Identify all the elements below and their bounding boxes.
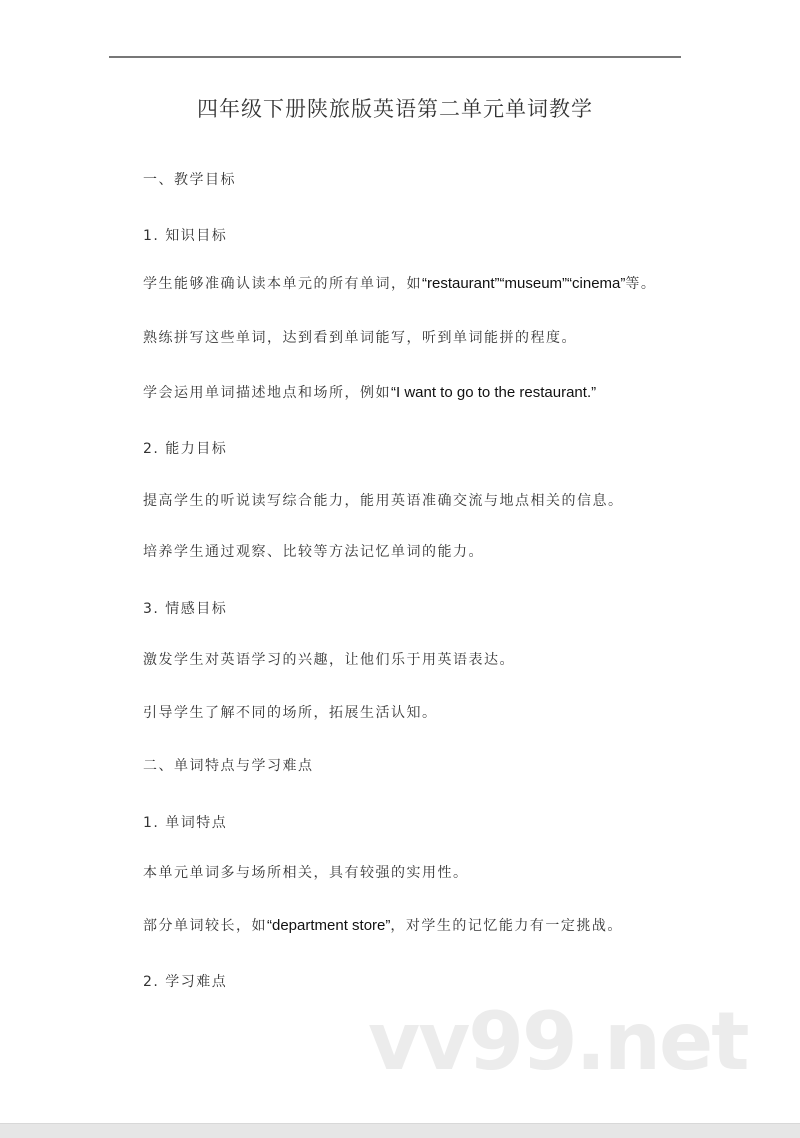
paragraph: 培养学生通过观察、比较等方法记忆单词的能力。 xyxy=(143,544,484,560)
text: 部分单词较长，如 xyxy=(143,918,267,934)
text: 学生能够准确认读本单元的所有单词，如 xyxy=(143,276,422,292)
section-heading: 一、教学目标 xyxy=(143,172,236,188)
subsection-heading: 1. 知识目标 xyxy=(143,228,228,244)
english-text: “I want to go to the restaurant.” xyxy=(391,384,597,401)
section-heading: 二、单词特点与学习难点 xyxy=(143,758,314,774)
paragraph: 引导学生了解不同的场所，拓展生活认知。 xyxy=(143,705,438,721)
paragraph: 熟练拼写这些单词，达到看到单词能写，听到单词能拼的程度。 xyxy=(143,330,577,346)
subsection-heading: 3. 情感目标 xyxy=(143,601,228,617)
page-gap xyxy=(0,1123,800,1138)
paragraph: 激发学生对英语学习的兴趣，让他们乐于用英语表达。 xyxy=(143,652,515,668)
text: 等。 xyxy=(625,276,657,292)
english-text: “department store” xyxy=(267,917,391,934)
text: ，对学生的记忆能力有一定挑战。 xyxy=(390,918,623,934)
subsection-heading: 2. 学习难点 xyxy=(143,974,228,990)
english-text: “restaurant”“museum”“cinema” xyxy=(422,275,626,292)
subsection-heading: 2. 能力目标 xyxy=(143,441,228,457)
paragraph xyxy=(143,915,623,935)
paragraph xyxy=(143,273,656,293)
subsection-heading: 1. 单词特点 xyxy=(143,815,228,831)
document-title: 四年级下册陕旅版英语第二单元单词教学 xyxy=(197,97,593,121)
paragraph: 本单元单词多与场所相关，具有较强的实用性。 xyxy=(143,865,469,881)
paragraph: 提高学生的听说读写综合能力，能用英语准确交流与地点相关的信息。 xyxy=(143,493,624,509)
header-rule xyxy=(109,56,681,58)
paragraph xyxy=(143,382,596,402)
text: 学会运用单词描述地点和场所，例如 xyxy=(143,385,391,401)
watermark: vv99.net xyxy=(368,995,748,1088)
